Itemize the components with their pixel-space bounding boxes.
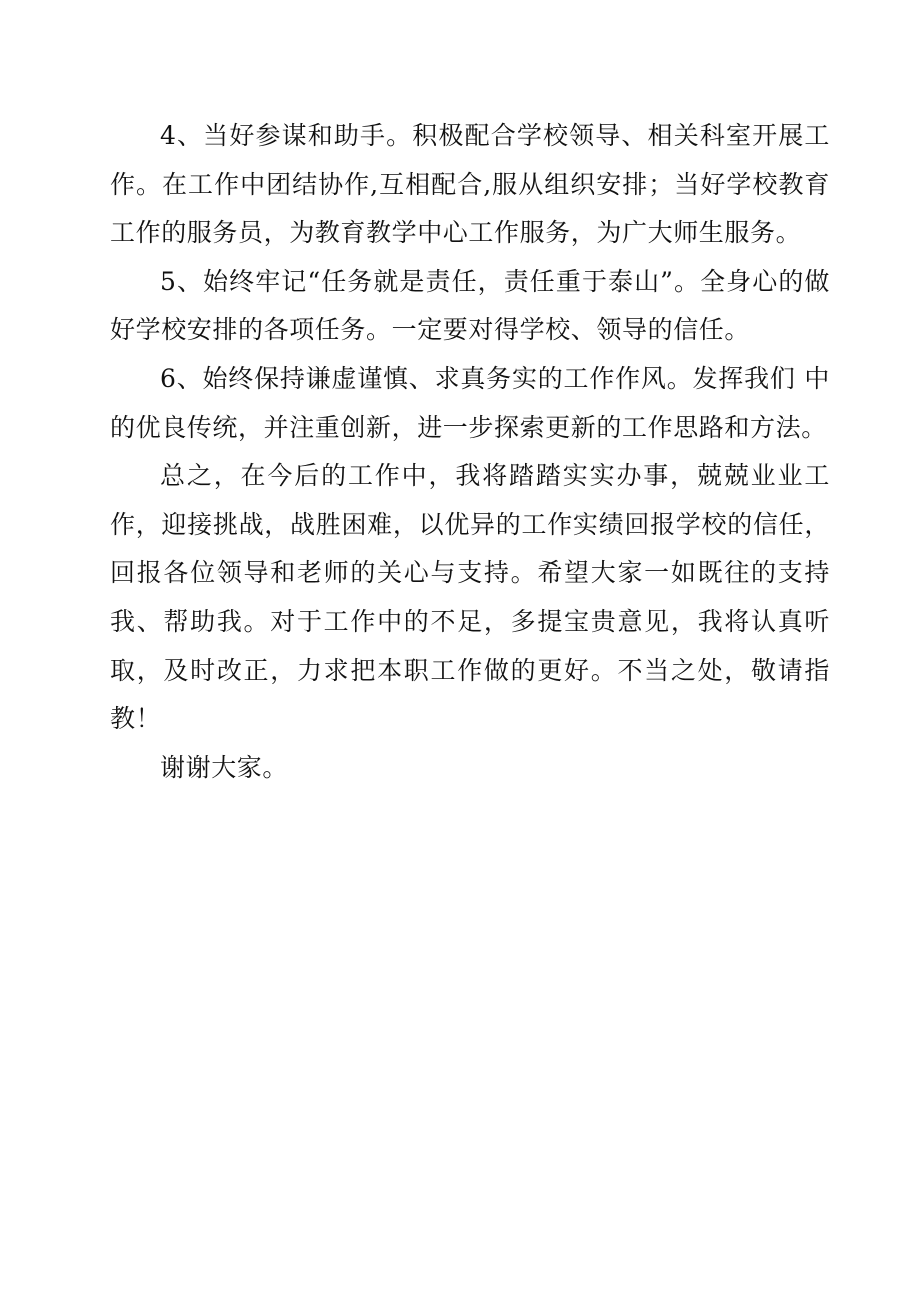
body-text	[110, 112, 830, 792]
paragraph-item-5: 5、始终牢记“任务就是责任，责任重于泰山”。全身心的做好学校安排的各项任务。一定要对得学校、领导的信任。	[110, 266, 830, 345]
paragraph-item-6: 6、始终保持谦虚谨慎、求真务实的工作作风。发挥我们 中的优良传统，并注重创新，进一步探索更新的工作思路和方法。	[110, 363, 830, 442]
paragraph-conclusion: 总之，在今后的工作中，我将踏踏实实办事，兢兢业业工作，迎接挑战，战胜困难，以优异的工作实绩回报学校的信任，回报各位领导和老师的关心与支持。希望大家一如既往的支持我、帮助我。对于工作中的不足，多提宝贵意见，我将认真听取，及时改正，力求把本职工作做的更好。不当之处，敬请指教！	[110, 461, 830, 734]
paragraph-thanks: 谢谢大家。	[160, 752, 289, 782]
paragraph-item-4: 4、当好参谋和助手。积极配合学校领导、相关科室开展工作。在工作中团结协作,互相配合,服从组织安排；当好学校教育工作的服务员，为教育教学中心工作服务，为广大师生服务。	[110, 121, 830, 248]
